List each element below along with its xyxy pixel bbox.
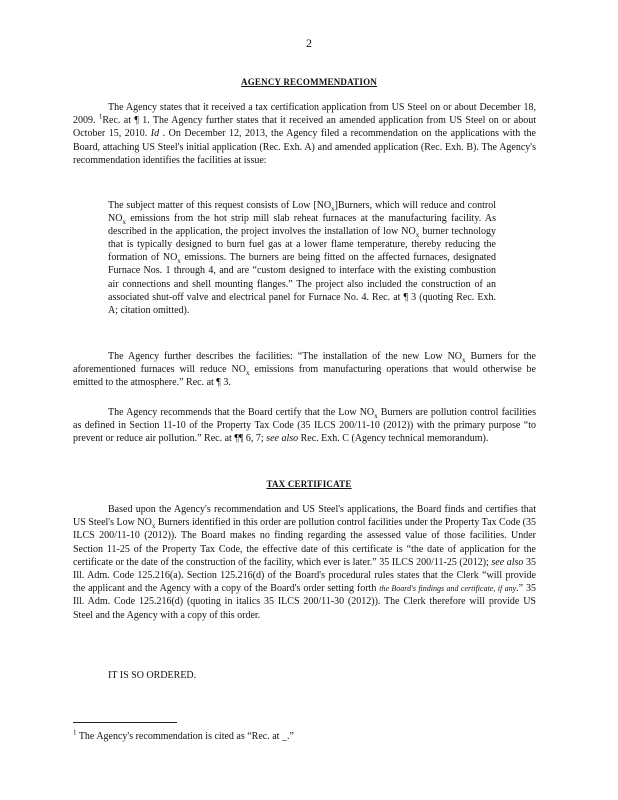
footnote-divider bbox=[73, 722, 177, 723]
tax-heading-text: TAX CERTIFICATE bbox=[266, 479, 352, 489]
tax-paragraph: Based upon the Agency's recommendation and US Steel's applications, the Board finds and certifies that US Steel's Low $NO_x$ Burners identified in this order are pollution control facilities under the Property Tax Code (35 ILCS 200/11-10 (2012)). The Board makes no finding regarding the assessed value of those facilities. Under Section 11-25 of the Property Tax Code, the effective date of this certificate is “the date of application for the certificate or the date of the construction of the facility, which ever is later.” 35 ILCS 200/11-25 (2012); see also 35 Ill. Adm. Code 125.216(a). Section 125.216(d) of the Board's procedural rules states that the Clerk “will provide the applicant and the Agency with a copy of the Board's order setting forth the Board's findings and certificate, if any.” 35 Ill. Adm. Code 125.216(d) (quoting in italics 35 ILCS 200/11-30 (2012)). The Clerk therefore will provide US Steel and the Agency with a copy of this order. bbox=[73, 504, 536, 621]
footnote-marker: 1 bbox=[73, 728, 77, 737]
agency-heading-text: AGENCY RECOMMENDATION bbox=[241, 77, 377, 87]
footnote-text: The Agency's recommendation is cited as “Rec. at _.” bbox=[76, 731, 294, 742]
so-ordered: IT IS SO ORDERED. bbox=[108, 670, 197, 681]
page-number: 2 bbox=[306, 36, 312, 50]
agency-paragraph-1: The Agency states that it received a tax certification application from US Steel on or about December 18, 2009. $^1$Rec. at ¶ 1. The Agency further states that it received an amended application from US Steel on or about October 15, 2010. Id . On December 12, 2013, the Agency filed a recommendation on the applications with the Board, attaching US Steel's initial application (Rec. Exh. A) and amended application (Rec. Exh. B). The Agency's recommendation identifies the facilities at issue: bbox=[73, 102, 537, 166]
block-quote: The subject matter of this request consists of Low $[NO_x]Burners$, which will reduce and control $NO_x$ emissions from the hot strip mill slab reheat furnaces at the manufacturing facility. As described in the application, the project involves the installation of low $NO_x$ burner technology that is typically designed to burn fuel gas at a lower flame temperature, thereby reducing the formation of $NO_x$ emissions. The burners are being fitted on the affected furnaces, designated Furnace Nos. 1 through 4, and are “custom designed to interface with the existing combustion air connections and shell mounting flanges.” The project also included the construction of an associated shut-off valve and electrical panel for Furnace No. 4. Rec. at ¶ 3 (quoting Rec. Exh. A; citation omitted). bbox=[108, 200, 496, 316]
agency-paragraph-2: The Agency further describes the facilities: “The installation of the new Low $NO_x$ Burners for the aforementioned furnaces will reduce $NO_x$ emissions from manufacturing operations that would otherwise be emitted to the atmosphere.” Rec. at ¶ 3. bbox=[73, 351, 536, 389]
agency-paragraph-3: The Agency recommends that the Board certify that the Low $NO_x$ Burners are pollution control facilities as defined in Section 11-10 of the Property Tax Code (35 ILCS 200/11-10 (2012)) with the primary purpose “to prevent or reduce air pollution.” Rec. at ¶¶ 6, 7; see also Rec. Exh. C (Agency technical memorandum). bbox=[73, 407, 537, 445]
footnote bbox=[73, 728, 294, 742]
tax-certificate-heading bbox=[0, 479, 618, 489]
footnote-ref: 1 bbox=[98, 112, 103, 121]
agency-recommendation-heading bbox=[0, 77, 618, 87]
